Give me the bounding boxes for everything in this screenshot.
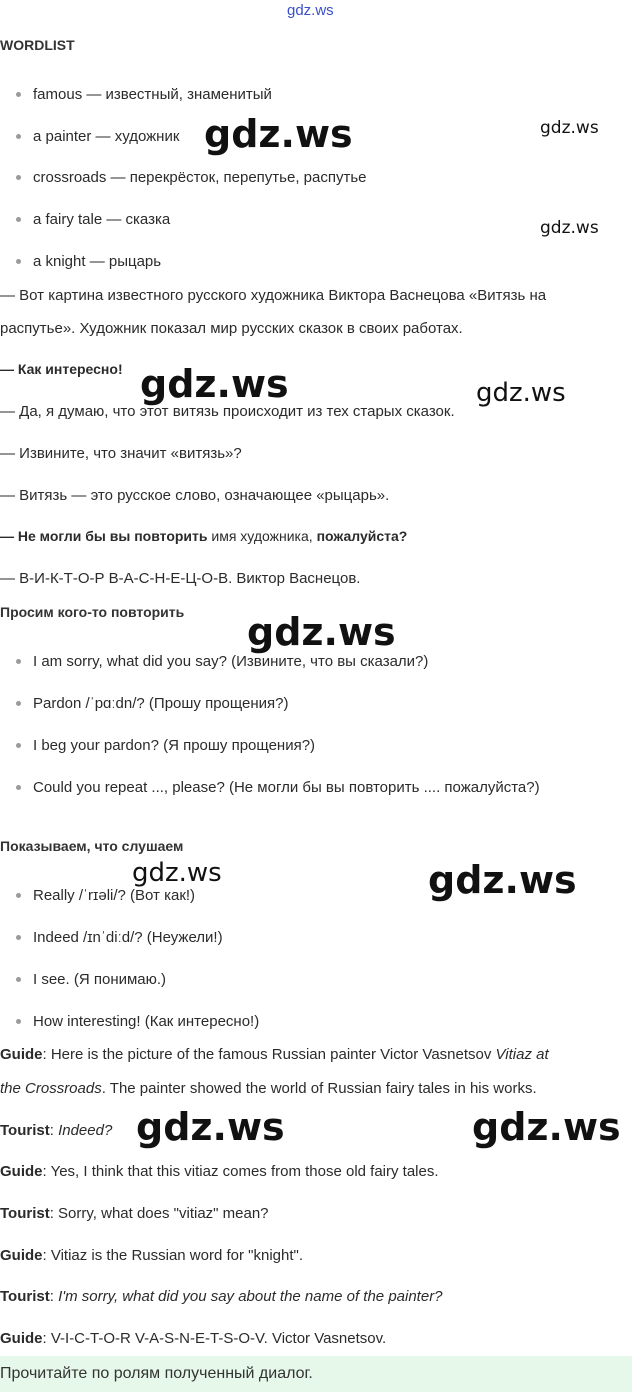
bullet-icon xyxy=(16,217,21,222)
list-item-text: How interesting! (Как интересно!) xyxy=(33,1013,260,1030)
ru-bold-text: — Не могли бы вы повторить xyxy=(0,528,208,544)
watermark: gdz.ws xyxy=(540,118,599,138)
ru-dialogue-line: — Вот картина известного русского художника Виктора Васнецова «Витязь на xyxy=(0,287,547,304)
line-text: : Here is the picture of the famous Russian painter Victor Vasnetsov xyxy=(42,1046,496,1063)
list-item xyxy=(16,211,170,228)
final-note-bar xyxy=(0,1356,632,1392)
listen-section-heading: Показываем, что слушаем xyxy=(0,838,184,854)
wordlist-heading: WORDLIST xyxy=(0,37,75,53)
line-text: . The painter showed the world of Russian fairy tales in his works. xyxy=(101,1080,537,1097)
bullet-icon xyxy=(16,935,21,940)
line-text: : xyxy=(49,1122,59,1139)
watermark: gdz.ws xyxy=(140,362,289,406)
ru-dialogue-line: — Витязь — это русское слово, означающее «рыцарь». xyxy=(0,487,390,504)
en-dialogue-line xyxy=(0,1247,303,1264)
list-item-text: Could you repeat ..., please? (Не могли бы вы повторить .... пожалуйста?) xyxy=(33,779,540,796)
list-item xyxy=(16,653,428,670)
line-text: : Yes, I think that this vitiaz comes from those old fairy tales. xyxy=(42,1163,439,1180)
bullet-icon xyxy=(16,92,21,97)
bullet-icon xyxy=(16,134,21,139)
speaker-label: Guide xyxy=(0,1247,43,1264)
en-dialogue-line xyxy=(0,1080,537,1097)
en-dialogue-line xyxy=(0,1163,439,1180)
line-text: : Sorry, what does "vitiaz" mean? xyxy=(49,1205,269,1222)
list-item-text: I see. (Я понимаю.) xyxy=(33,971,167,988)
speaker-label: Tourist xyxy=(0,1205,50,1222)
speaker-label: Tourist xyxy=(0,1288,50,1305)
list-item-text: Indeed /ɪnˈdiːd/? (Неужели!) xyxy=(33,929,223,946)
watermark: gdz.ws xyxy=(132,858,222,888)
list-item-text: Really /ˈrɪəli/? (Вот как!) xyxy=(33,887,196,904)
bullet-icon xyxy=(16,659,21,664)
bullet-icon xyxy=(16,785,21,790)
list-item-text: a painter — художник xyxy=(33,128,180,145)
line-text: : xyxy=(49,1288,59,1305)
en-dialogue-line xyxy=(0,1046,549,1063)
list-item xyxy=(16,1013,259,1030)
watermark: gdz.ws xyxy=(476,378,566,408)
list-item xyxy=(16,128,179,145)
watermark: gdz.ws xyxy=(136,1105,285,1149)
line-italic: I'm sorry, what did you say about the name of the painter? xyxy=(58,1288,443,1305)
bullet-icon xyxy=(16,1019,21,1024)
speaker-label: Guide xyxy=(0,1330,43,1347)
bullet-icon xyxy=(16,743,21,748)
speaker-label: Guide xyxy=(0,1046,43,1063)
list-item-text: famous — известный, знаменитый xyxy=(33,86,272,103)
list-item xyxy=(16,253,161,270)
ru-dialogue-line xyxy=(0,528,407,544)
list-item xyxy=(16,779,540,796)
ru-bold-text: пожалуйста? xyxy=(316,528,408,544)
line-text: : Vitiaz is the Russian word for "knight". xyxy=(42,1247,304,1264)
line-italic: Vitiaz at xyxy=(495,1046,549,1063)
list-item-text: a knight — рыцарь xyxy=(33,253,162,270)
list-item xyxy=(16,971,166,988)
list-item xyxy=(16,169,367,186)
top-site-link[interactable]: gdz.ws xyxy=(287,2,334,19)
list-item-text: I am sorry, what did you say? (Извините, что вы сказали?) xyxy=(33,653,429,670)
en-dialogue-line xyxy=(0,1122,112,1139)
ru-dialogue-line: — В-И-К-Т-О-Р В-А-С-Н-Е-Ц-О-В. Виктор Васнецов. xyxy=(0,570,361,587)
ru-normal-text: имя художника, xyxy=(207,528,317,544)
watermark: gdz.ws xyxy=(472,1105,621,1149)
repeat-section-heading: Просим кого-то повторить xyxy=(0,604,185,620)
bullet-icon xyxy=(16,893,21,898)
list-item xyxy=(16,695,289,712)
line-italic: the Crossroads xyxy=(0,1080,102,1097)
list-item-text: Pardon /ˈpɑːdn/? (Прошу прощения?) xyxy=(33,695,289,712)
watermark: gdz.ws xyxy=(247,610,396,654)
list-item xyxy=(16,929,223,946)
watermark: gdz.ws xyxy=(204,112,353,156)
ru-dialogue-line: — Как интересно! xyxy=(0,361,123,377)
list-item xyxy=(16,737,315,754)
en-dialogue-line xyxy=(0,1330,386,1347)
bullet-icon xyxy=(16,259,21,264)
list-item-text: I beg your pardon? (Я прошу прощения?) xyxy=(33,737,316,754)
speaker-label: Tourist xyxy=(0,1122,50,1139)
final-note-text: Прочитайте по ролям полученный диалог. xyxy=(0,1365,313,1382)
en-dialogue-line xyxy=(0,1288,443,1305)
list-item xyxy=(16,86,272,103)
list-item xyxy=(16,887,195,904)
watermark: gdz.ws xyxy=(540,218,599,238)
watermark: gdz.ws xyxy=(428,858,577,902)
bullet-icon xyxy=(16,701,21,706)
speaker-label: Guide xyxy=(0,1163,43,1180)
ru-dialogue-line: — Да, я думаю, что этот витязь происходит из тех старых сказок. xyxy=(0,403,455,420)
list-item-text: crossroads — перекрёсток, перепутье, распутье xyxy=(33,169,367,186)
ru-dialogue-line: — Извините, что значит «витязь»? xyxy=(0,445,242,462)
list-item-text: a fairy tale — сказка xyxy=(33,211,171,228)
en-dialogue-line xyxy=(0,1205,269,1222)
bullet-icon xyxy=(16,175,21,180)
bullet-icon xyxy=(16,977,21,982)
ru-dialogue-line: распутье». Художник показал мир русских сказок в своих работах. xyxy=(0,320,463,337)
line-italic: Indeed? xyxy=(58,1122,113,1139)
line-text: : V-I-C-T-O-R V-A-S-N-E-T-S-O-V. Victor Vasnetsov. xyxy=(42,1330,387,1347)
